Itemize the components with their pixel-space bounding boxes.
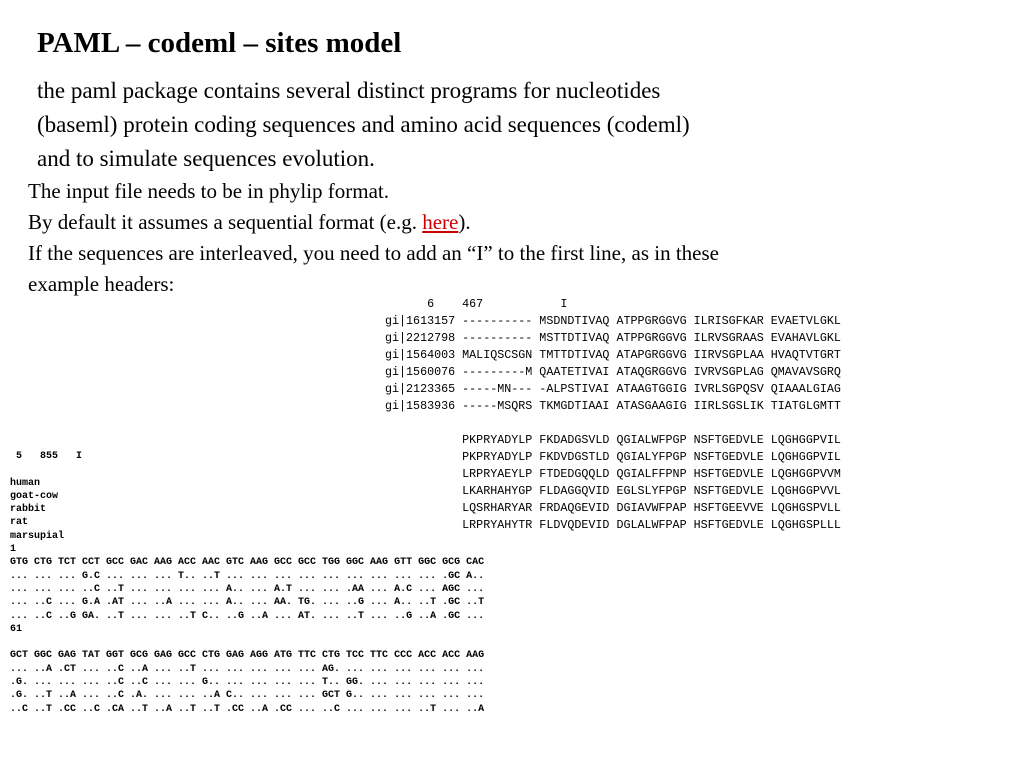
block-position-label: 61 bbox=[10, 623, 23, 635]
sequence-row: LRPRYAHYTR FLDVQDEVID DGLALWFPAP HSFTGEDVLE LQGHGSPLLL bbox=[385, 518, 841, 532]
interleaved-note-line: If the sequences are interleaved, you need to add an “I” to the first line, as in these bbox=[28, 241, 719, 265]
spacer bbox=[10, 463, 484, 476]
codon-row: ..C ..T .CC ..C .CA ..T ..A ..T ..T .CC ..A .CC ... ..C ... ... ... ..T ... ..A bbox=[10, 703, 485, 715]
slide-title: PAML – codeml – sites model bbox=[37, 27, 402, 59]
taxon-name: rat bbox=[10, 517, 29, 529]
sequence-row: gi|2123365 -----MN--- -ALPSTIVAI ATAAGTGGIG IVRLSGPQSV QIAAALGIAG bbox=[385, 382, 841, 396]
sequence-row: LRPRYAEYLP FTDEDGQQLD QGIALFFPNP HSFTGEDVLE LQGHGGPVVM bbox=[385, 467, 841, 481]
sequence-row: gi|1583936 -----MSQRS TKMGDTIAAI ATASGAAGIG IIRLSGSLIK TIATGLGMTT bbox=[385, 399, 841, 413]
codon-row: .G. ..T ..A ... ..C .A. ... ... ..A C.. ... ... ... GCT G.. ... ... ... ... ... bbox=[10, 690, 485, 702]
sequential-header: 5 855 I bbox=[10, 451, 83, 462]
codon-row: ... ... ... G.C ... ... ... T.. ..T ... ... ... ... ... ... ... ... ... .GC A.. bbox=[10, 570, 485, 582]
sequence-row: gi|1560076 ---------M QAATETIVAI ATAQGRGGVG IVRVSGPLAG QMAVAVSGRQ bbox=[385, 365, 841, 379]
phylip-format-line: The input file needs to be in phylip format. bbox=[28, 179, 389, 203]
interleaved-block-1 bbox=[385, 313, 841, 415]
codon-row: ... ... ... ..C ..T ... ... ... ... A.. ... A.T ... ... .AA ... A.C ... AGC ... bbox=[10, 583, 485, 595]
phylip-format-notes bbox=[28, 176, 928, 300]
sequence-row: gi|1564003 MALIQSCSGN TMTTDTIVAQ ATAPGRGGVG IIRVSGPLAA HVAQTVTGRT bbox=[385, 348, 841, 362]
codon-row: ... ..A .CT ... ..C ..A ... ..T ... ... ... ... ... AG. ... ... ... ... ... ... bbox=[10, 663, 485, 675]
sequence-row: PKPRYADYLP FKDADGSVLD QGIALWFPGP NSFTGEDVLE LQGHGGPVIL bbox=[385, 433, 841, 447]
sequence-row: LKARHAHYGP FLDAGGQVID EGLSLYFPGP NSFTGEDVLE LQGHGGPVVL bbox=[385, 484, 841, 498]
codon-row: .G. ... ... ... ..C ..C ... ... G.. ... ... ... ... T.. GG. ... ... ... ... ... bbox=[10, 677, 485, 689]
sequence-row: gi|2212798 ---------- MSTTDTIVAQ ATPPGRGGVG ILRVSGRAAS EVAHAVLGKL bbox=[385, 331, 841, 345]
intro-line: the paml package contains several distinct programs for nucleotides bbox=[37, 78, 661, 103]
sequential-format-text: By default it assumes a sequential format (e.g. bbox=[28, 210, 423, 234]
taxon-name: marsupial bbox=[10, 530, 65, 542]
codon-row: GCT GGC GAG TAT GGT GCG GAG GCC CTG GAG AGG ATG TTC CTG TCC TTC CCC ACC ACC AAG bbox=[10, 650, 485, 662]
intro-paragraph bbox=[37, 74, 937, 176]
here-link[interactable]: here bbox=[422, 210, 459, 234]
interleaved-header: 6 467 I bbox=[385, 297, 568, 311]
taxon-name: goat-cow bbox=[10, 490, 59, 502]
sequential-format-line bbox=[28, 207, 928, 238]
taxon-name: human bbox=[10, 477, 41, 489]
interleaved-note-line: example headers: bbox=[28, 272, 175, 296]
sequential-format-text-end: ). bbox=[458, 210, 471, 234]
codon-row: ... ..C ... G.A .AT ... ..A ... ... A.. ... AA. TG. ... ..G ... A.. ..T .GC ..T bbox=[10, 597, 485, 609]
spacer bbox=[10, 636, 484, 649]
sequential-example bbox=[10, 450, 484, 716]
codon-row: ... ..C ..G GA. ..T ... ... ..T C.. ..G ..A ... AT. ... ..T ... ..G ..A .GC ... bbox=[10, 610, 485, 622]
intro-line: and to simulate sequences evolution. bbox=[37, 146, 375, 171]
intro-line: (baseml) protein coding sequences and amino acid sequences (codeml) bbox=[37, 112, 690, 137]
block-position-label: 1 bbox=[10, 544, 17, 556]
taxon-name: rabbit bbox=[10, 504, 47, 516]
sequence-row: gi|1613157 ---------- MSDNDTIVAQ ATPPGRGGVG ILRISGFKAR EVAETVLGKL bbox=[385, 314, 841, 328]
sequence-row: PKPRYADYLP FKDVDGSTLD QGIALYFPGP NSFTGEDVLE LQGHGGPVIL bbox=[385, 450, 841, 464]
sequence-row: LQSRHARYAR FRDAQGEVID DGIAVWFPAP HSFTGEEVVE LQGHGSPVLL bbox=[385, 501, 841, 515]
codon-row: GTG CTG TCT CCT GCC GAC AAG ACC AAC GTC AAG GCC GCC TGG GGC AAG GTT GGC GCG CAC bbox=[10, 557, 485, 569]
